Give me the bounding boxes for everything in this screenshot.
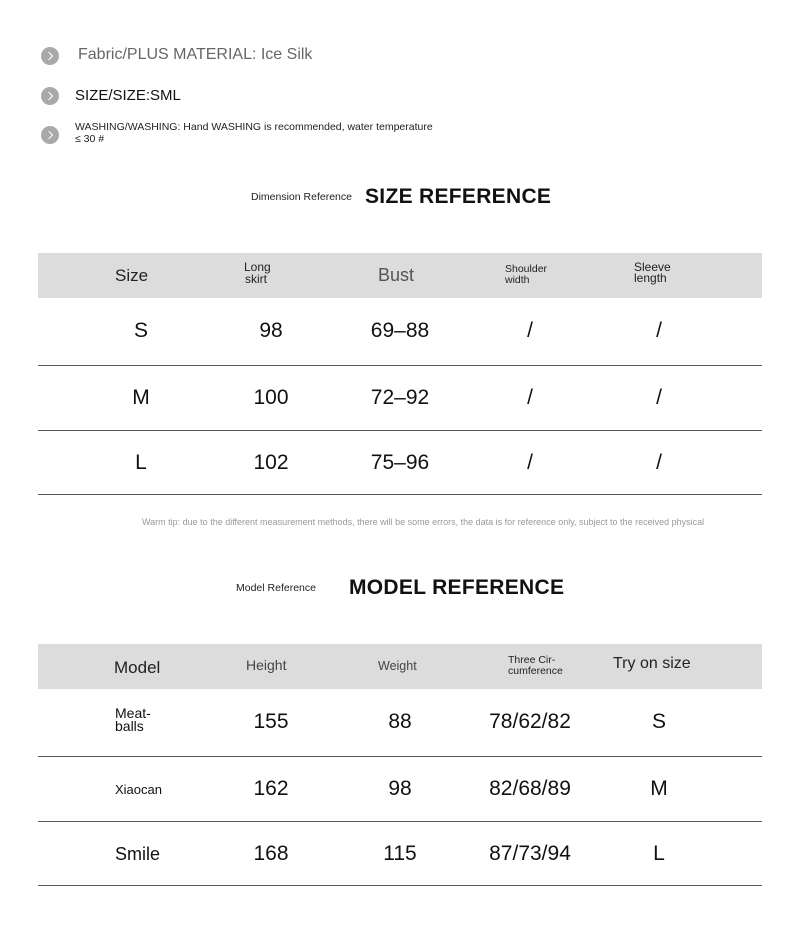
header-three-circumference [508, 655, 563, 677]
header-shoulder [505, 264, 547, 286]
cell-model-line2: balls [115, 718, 144, 734]
table-row [38, 431, 762, 495]
cell-try-on-size: L [653, 842, 665, 865]
cell-height: 162 [253, 777, 289, 800]
size-section-title: SIZE REFERENCE [365, 185, 552, 208]
cell-long-skirt: 100 [253, 386, 289, 409]
header-weight: Weight [378, 659, 417, 673]
header-shoulder-line1: Shoulder [505, 263, 548, 275]
header-bust: Bust [378, 265, 415, 285]
cell-model [115, 707, 151, 733]
model-table [38, 644, 762, 886]
size-table [38, 253, 762, 495]
header-sleeve-line1: Sleeve [634, 260, 671, 274]
washing-spec-line2: ≤ 30 # [75, 133, 105, 145]
cell-shoulder: / [527, 451, 533, 474]
cell-weight: 115 [383, 842, 417, 865]
bullet-icon [41, 47, 59, 65]
cell-three-circumference: 82/68/89 [489, 777, 571, 800]
cell-sleeve: / [656, 451, 662, 474]
cell-size: M [132, 386, 150, 409]
cell-try-on-size: M [650, 777, 668, 800]
header-shoulder-line2: width [505, 274, 530, 286]
cell-shoulder: / [527, 319, 533, 342]
header-long-skirt-line1: Long [244, 260, 271, 274]
cell-height: 168 [253, 842, 289, 865]
header-long-skirt-line2: skirt [245, 272, 267, 286]
size-table-header [38, 253, 762, 298]
cell-bust: 75–96 [370, 451, 430, 474]
cell-shoulder: / [527, 386, 533, 409]
cell-sleeve: / [656, 386, 662, 409]
cell-long-skirt: 98 [259, 319, 283, 342]
header-sleeve-line2: length [634, 271, 667, 285]
header-height: Height [246, 657, 287, 673]
header-three-line2: cumference [508, 665, 563, 677]
cell-model-line1: Meat- [115, 705, 151, 721]
cell-sleeve: / [656, 319, 662, 342]
header-size: Size [115, 266, 149, 285]
size-section-subtitle: Dimension Reference [251, 191, 352, 203]
washing-spec-line1: WASHING/WASHING: Hand WASHING is recommended, water temperature [75, 121, 433, 133]
cell-three-circumference: 87/73/94 [489, 842, 571, 865]
cell-model: Xiaocan [115, 782, 162, 797]
cell-weight: 98 [388, 777, 412, 800]
cell-height: 155 [253, 710, 289, 733]
washing-spec [75, 121, 465, 145]
cell-try-on-size: S [651, 710, 667, 733]
cell-size: L [135, 451, 147, 474]
bullet-icon [41, 87, 59, 105]
warm-tip: Warm tip: due to the different measurement methods, there will be some errors, the data is for reference only, subject to the received physical [142, 517, 705, 527]
header-model: Model [114, 658, 161, 677]
table-row [38, 366, 762, 431]
fabric-spec: Fabric/PLUS MATERIAL: Ice Silk [78, 46, 313, 63]
cell-weight: 88 [388, 710, 412, 733]
model-table-header [38, 644, 762, 689]
table-row [38, 298, 762, 366]
bullet-icon [41, 126, 59, 144]
header-try-on-size: Try on size [613, 655, 691, 672]
size-spec: SIZE/SIZE:SML [75, 87, 181, 104]
header-three-line1: Three Cir- [508, 654, 556, 666]
cell-size: S [133, 319, 149, 342]
table-row [38, 757, 762, 822]
cell-long-skirt: 102 [253, 451, 289, 474]
header-long-skirt [244, 261, 271, 285]
cell-model: Smile [115, 844, 161, 864]
model-section-title: MODEL REFERENCE [349, 576, 565, 599]
model-section-subtitle: Model Reference [236, 582, 316, 594]
cell-bust: 72–92 [370, 386, 430, 409]
table-row [38, 689, 762, 757]
table-row [38, 822, 762, 886]
cell-bust: 69–88 [370, 319, 430, 342]
header-sleeve [634, 262, 671, 284]
cell-three-circumference: 78/62/82 [489, 710, 571, 733]
